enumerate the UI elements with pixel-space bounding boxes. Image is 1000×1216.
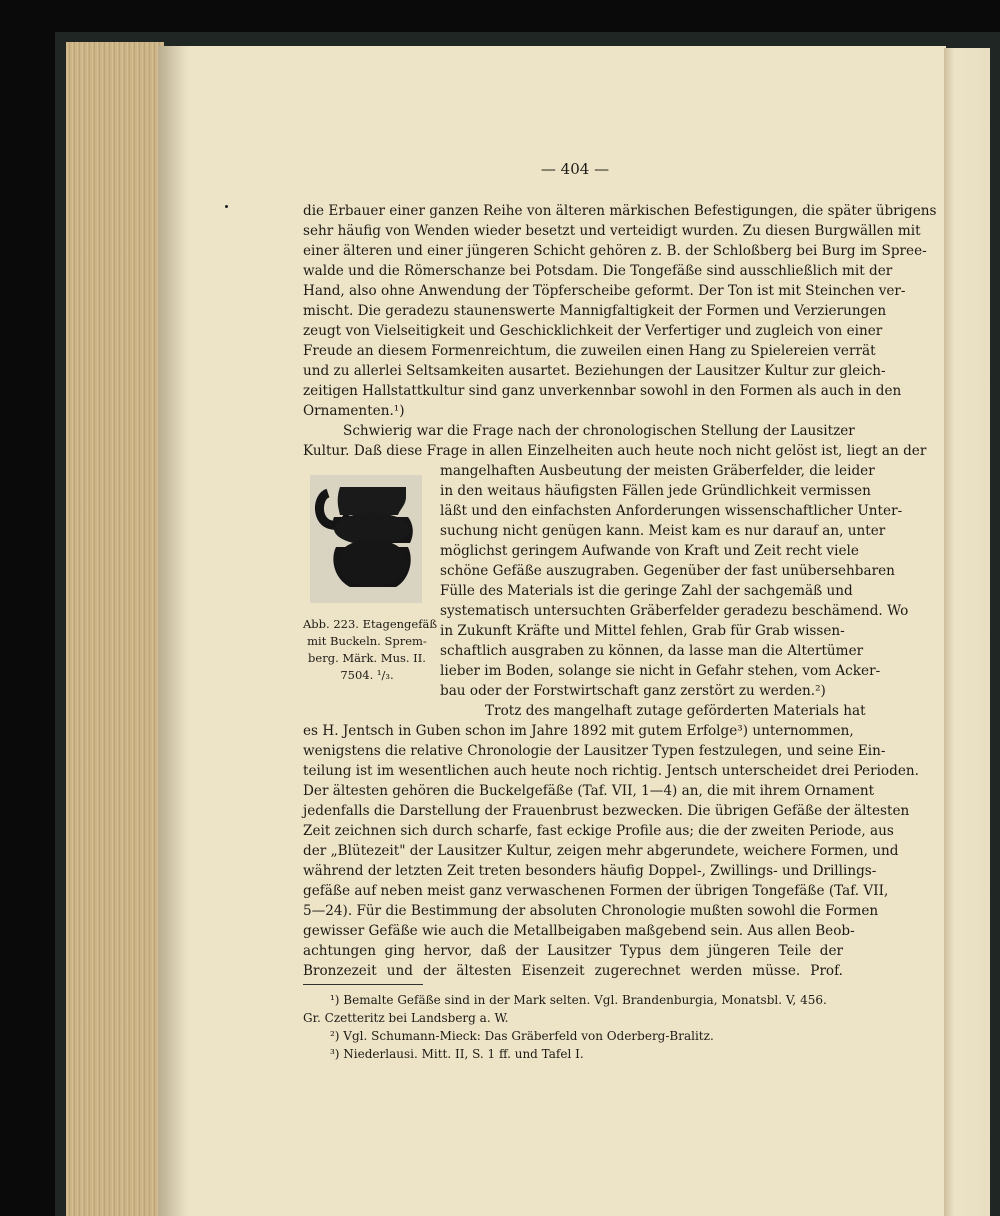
text-line: zeugt von Vielseitigkeit und Geschicklichkeit der Verfertiger und zugleich von einer <box>303 323 883 339</box>
text-line: sehr häufig von Wenden wieder besetzt und verteidigt wurden. Zu diesen Burgwällen mit <box>303 223 921 239</box>
text-line: in den weitaus häufigsten Fällen jede Gründlichkeit vermissen <box>440 483 871 499</box>
text-line: systematisch untersuchten Gräberfelder geradezu beschämend. Wo <box>440 603 909 619</box>
text-line: Der ältesten gehören die Buckelgefäße (Taf. VII, 1—4) an, die mit ihrem Ornament <box>303 783 875 799</box>
text-line: achtungen ging hervor, daß der Lausitzer Typus dem jüngeren Teile der <box>303 943 843 959</box>
gutter-shadow <box>158 46 188 1216</box>
text-line: der „Blütezeit" der Lausitzer Kultur, zeigen mehr abgerundete, weichere Formen, und <box>303 843 899 859</box>
figure-caption-line: mit Buckeln. Sprem- <box>307 634 427 648</box>
vessel-illustration <box>310 475 422 603</box>
text-line: Schwierig war die Frage nach der chronologischen Stellung der Lausitzer <box>343 423 855 439</box>
figure-caption-line: berg. Märk. Mus. II. <box>308 651 426 665</box>
text-line: jedenfalls die Darstellung der Frauenbrust bezwecken. Die übrigen Gefäße der ältesten <box>303 803 910 819</box>
text-line: möglichst geringem Aufwande von Kraft und Zeit recht viele <box>440 543 859 559</box>
text-line: Ornamenten.¹) <box>303 403 405 419</box>
text-line: Freude an diesem Formenreichtum, die zuweilen einen Hang zu Spielereien verrät <box>303 343 876 359</box>
footnote-3: ³) Niederlausi. Mitt. II, S. 1 ff. und Tafel I. <box>330 1047 584 1061</box>
text-line: gewisser Gefäße wie auch die Metallbeigaben maßgebend sein. Aus allen Beob- <box>303 923 855 939</box>
margin-mark <box>225 205 228 208</box>
text-line: Bronzezeit und der ältesten Eisenzeit zugerechnet werden müsse. Prof. <box>303 963 843 979</box>
next-page-edge <box>944 48 990 1216</box>
text-line: in Zukunft Kräfte und Mittel fehlen, Grab für Grab wissen- <box>440 623 845 639</box>
text-line: einer älteren und einer jüngeren Schicht gehören z. B. der Schloßberg bei Burg im Spree- <box>303 243 927 259</box>
text-line: wenigstens die relative Chronologie der Lausitzer Typen festzulegen, und seine Ein- <box>303 743 886 759</box>
text-line: schaftlich ausgraben zu können, da lasse man die Altertümer <box>440 643 864 659</box>
text-line: Zeit zeichnen sich durch scharfe, fast eckige Profile aus; die der zweiten Periode, aus <box>303 823 894 839</box>
text-line: Kultur. Daß diese Frage in allen Einzelheiten auch heute noch nicht gelöst ist, liegt an der <box>303 443 927 459</box>
text-line: die Erbauer einer ganzen Reihe von älteren märkischen Befestigungen, die später übrigens <box>303 203 937 219</box>
text-line: Hand, also ohne Anwendung der Töpferscheibe geformt. Der Ton ist mit Steinchen ver- <box>303 283 906 299</box>
footnote-2: ²) Vgl. Schumann-Mieck: Das Gräberfeld von Oderberg-Bralitz. <box>330 1029 714 1043</box>
text-line: gefäße auf neben meist ganz verwaschenen Formen der übrigen Tongefäße (Taf. VII, <box>303 883 889 899</box>
text-line: bau oder der Forstwirtschaft ganz zerstört zu werden.²) <box>440 683 826 699</box>
text-line: schöne Gefäße auszugraben. Gegenüber der fast unübersehbaren <box>440 563 895 579</box>
text-line: mischt. Die geradezu staunenswerte Mannigfaltigkeit der Formen und Verzierungen <box>303 303 887 319</box>
text-line: mangelhaften Ausbeutung der meisten Gräberfelder, die leider <box>440 463 875 479</box>
page-edges <box>66 42 164 1216</box>
text-line: walde und die Römerschanze bei Potsdam. Die Tongefäße sind ausschließlich mit der <box>303 263 893 279</box>
text-line: zeitigen Hallstattkultur sind ganz unverkennbar sowohl in den Formen als auch in den <box>303 383 902 399</box>
text-line: 5—24). Für die Bestimmung der absoluten Chronologie mußten sowohl die Formen <box>303 903 879 919</box>
figure-caption-line: Abb. 223. Etagengefäß <box>303 617 438 631</box>
text-line: lieber im Boden, solange sie nicht in Gefahr stehen, vom Acker- <box>440 663 881 679</box>
figure-caption-line: 7504. ¹/₃. <box>340 668 394 682</box>
text-line: und zu allerlei Seltsamkeiten ausartet. Beziehungen der Lausitzer Kultur zur gleich- <box>303 363 886 379</box>
page-number: — 404 — <box>540 160 610 178</box>
text-line: Trotz des mangelhaft zutage geförderten Materials hat <box>485 703 866 719</box>
text-line: teilung ist im wesentlichen auch heute noch richtig. Jentsch unterscheidet drei Perioden. <box>303 763 919 779</box>
footnote-1: ¹) Bemalte Gefäße sind in der Mark selten. Vgl. Brandenburgia, Monatsbl. V, 456. <box>330 993 827 1007</box>
text-line: suchung nicht genügen kann. Meist kam es nur darauf an, unter <box>440 523 886 539</box>
text-line: es H. Jentsch in Guben schon im Jahre 1892 mit gutem Erfolge³) unternommen, <box>303 723 854 739</box>
footnote-rule <box>303 984 423 985</box>
figure-vessel-image <box>310 475 422 603</box>
text-line: Fülle des Materials ist die geringe Zahl der sachgemäß und <box>440 583 853 599</box>
footnote-1-continued: Gr. Czetteritz bei Landsberg a. W. <box>303 1011 509 1025</box>
text-line: läßt und den einfachsten Anforderungen wissenschaftlicher Unter- <box>440 503 903 519</box>
text-line: während der letzten Zeit treten besonders häufig Doppel-, Zwillings- und Drillings- <box>303 863 877 879</box>
